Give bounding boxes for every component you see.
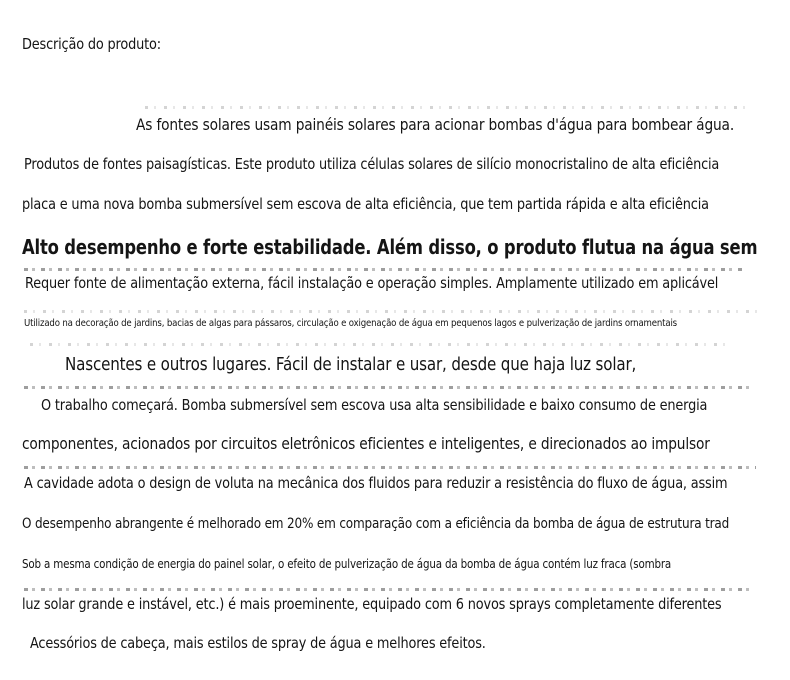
description-line-13: luz solar grande e instável, etc.) é mais proeminente, equipado com 6 novos sprays completamente diferentes (22, 595, 722, 613)
description-line-11: O desempenho abrangente é melhorado em 20% em comparação com a eficiência da bomba de água de estrutura trad (22, 516, 730, 532)
description-line-1: As fontes solares usam painéis solares para acionar bombas d'água para bombear água. (136, 115, 735, 134)
scan-artifact (24, 386, 750, 389)
description-line-2: Produtos de fontes paisagísticas. Este produto utiliza células solares de silício monocristalino de alta eficiência (24, 155, 720, 173)
description-line-6: Utilizado na decoração de jardins, bacias de algas para pássaros, circulação e oxigenação de água em pequenos lagos e pulverização de jardins ornamentais (24, 318, 677, 329)
scan-artifact (24, 588, 754, 591)
description-line-9: componentes, acionados por circuitos eletrônicos eficientes e inteligentes, e direcionados ao impulsor (22, 434, 710, 453)
description-line-10: A cavidade adota o design de voluta na mecânica dos fluidos para reduzir a resistência do fluxo de água, assim (24, 474, 728, 492)
description-line-3: placa e uma nova bomba submersível sem escova de alta eficiência, que tem partida rápida e alta eficiência (22, 195, 709, 213)
description-line-4: Alto desempenho e forte estabilidade. Além disso, o produto flutua na água sem (22, 235, 758, 259)
scan-artifact (24, 268, 744, 271)
description-line-5: Requer fonte de alimentação externa, fácil instalação e operação simples. Amplamente utilizado em aplicável (25, 274, 719, 292)
scan-artifact (145, 106, 745, 109)
description-line-8: O trabalho começará. Bomba submersível sem escova usa alta sensibilidade e baixo consumo de energia (41, 396, 708, 414)
description-line-12: Sob a mesma condição de energia do painel solar, o efeito de pulverização de água da bomba de água contém luz fraca (sombra (22, 557, 672, 571)
description-line-14: Acessórios de cabeça, mais estilos de spray de água e melhores efeitos. (30, 634, 486, 652)
description-line-7: Nascentes e outros lugares. Fácil de instalar e usar, desde que haja luz solar, (65, 354, 637, 375)
scan-artifact (24, 466, 756, 469)
scan-artifact (30, 343, 730, 346)
scan-artifact (24, 310, 759, 313)
section-heading: Descrição do produto: (22, 35, 161, 53)
